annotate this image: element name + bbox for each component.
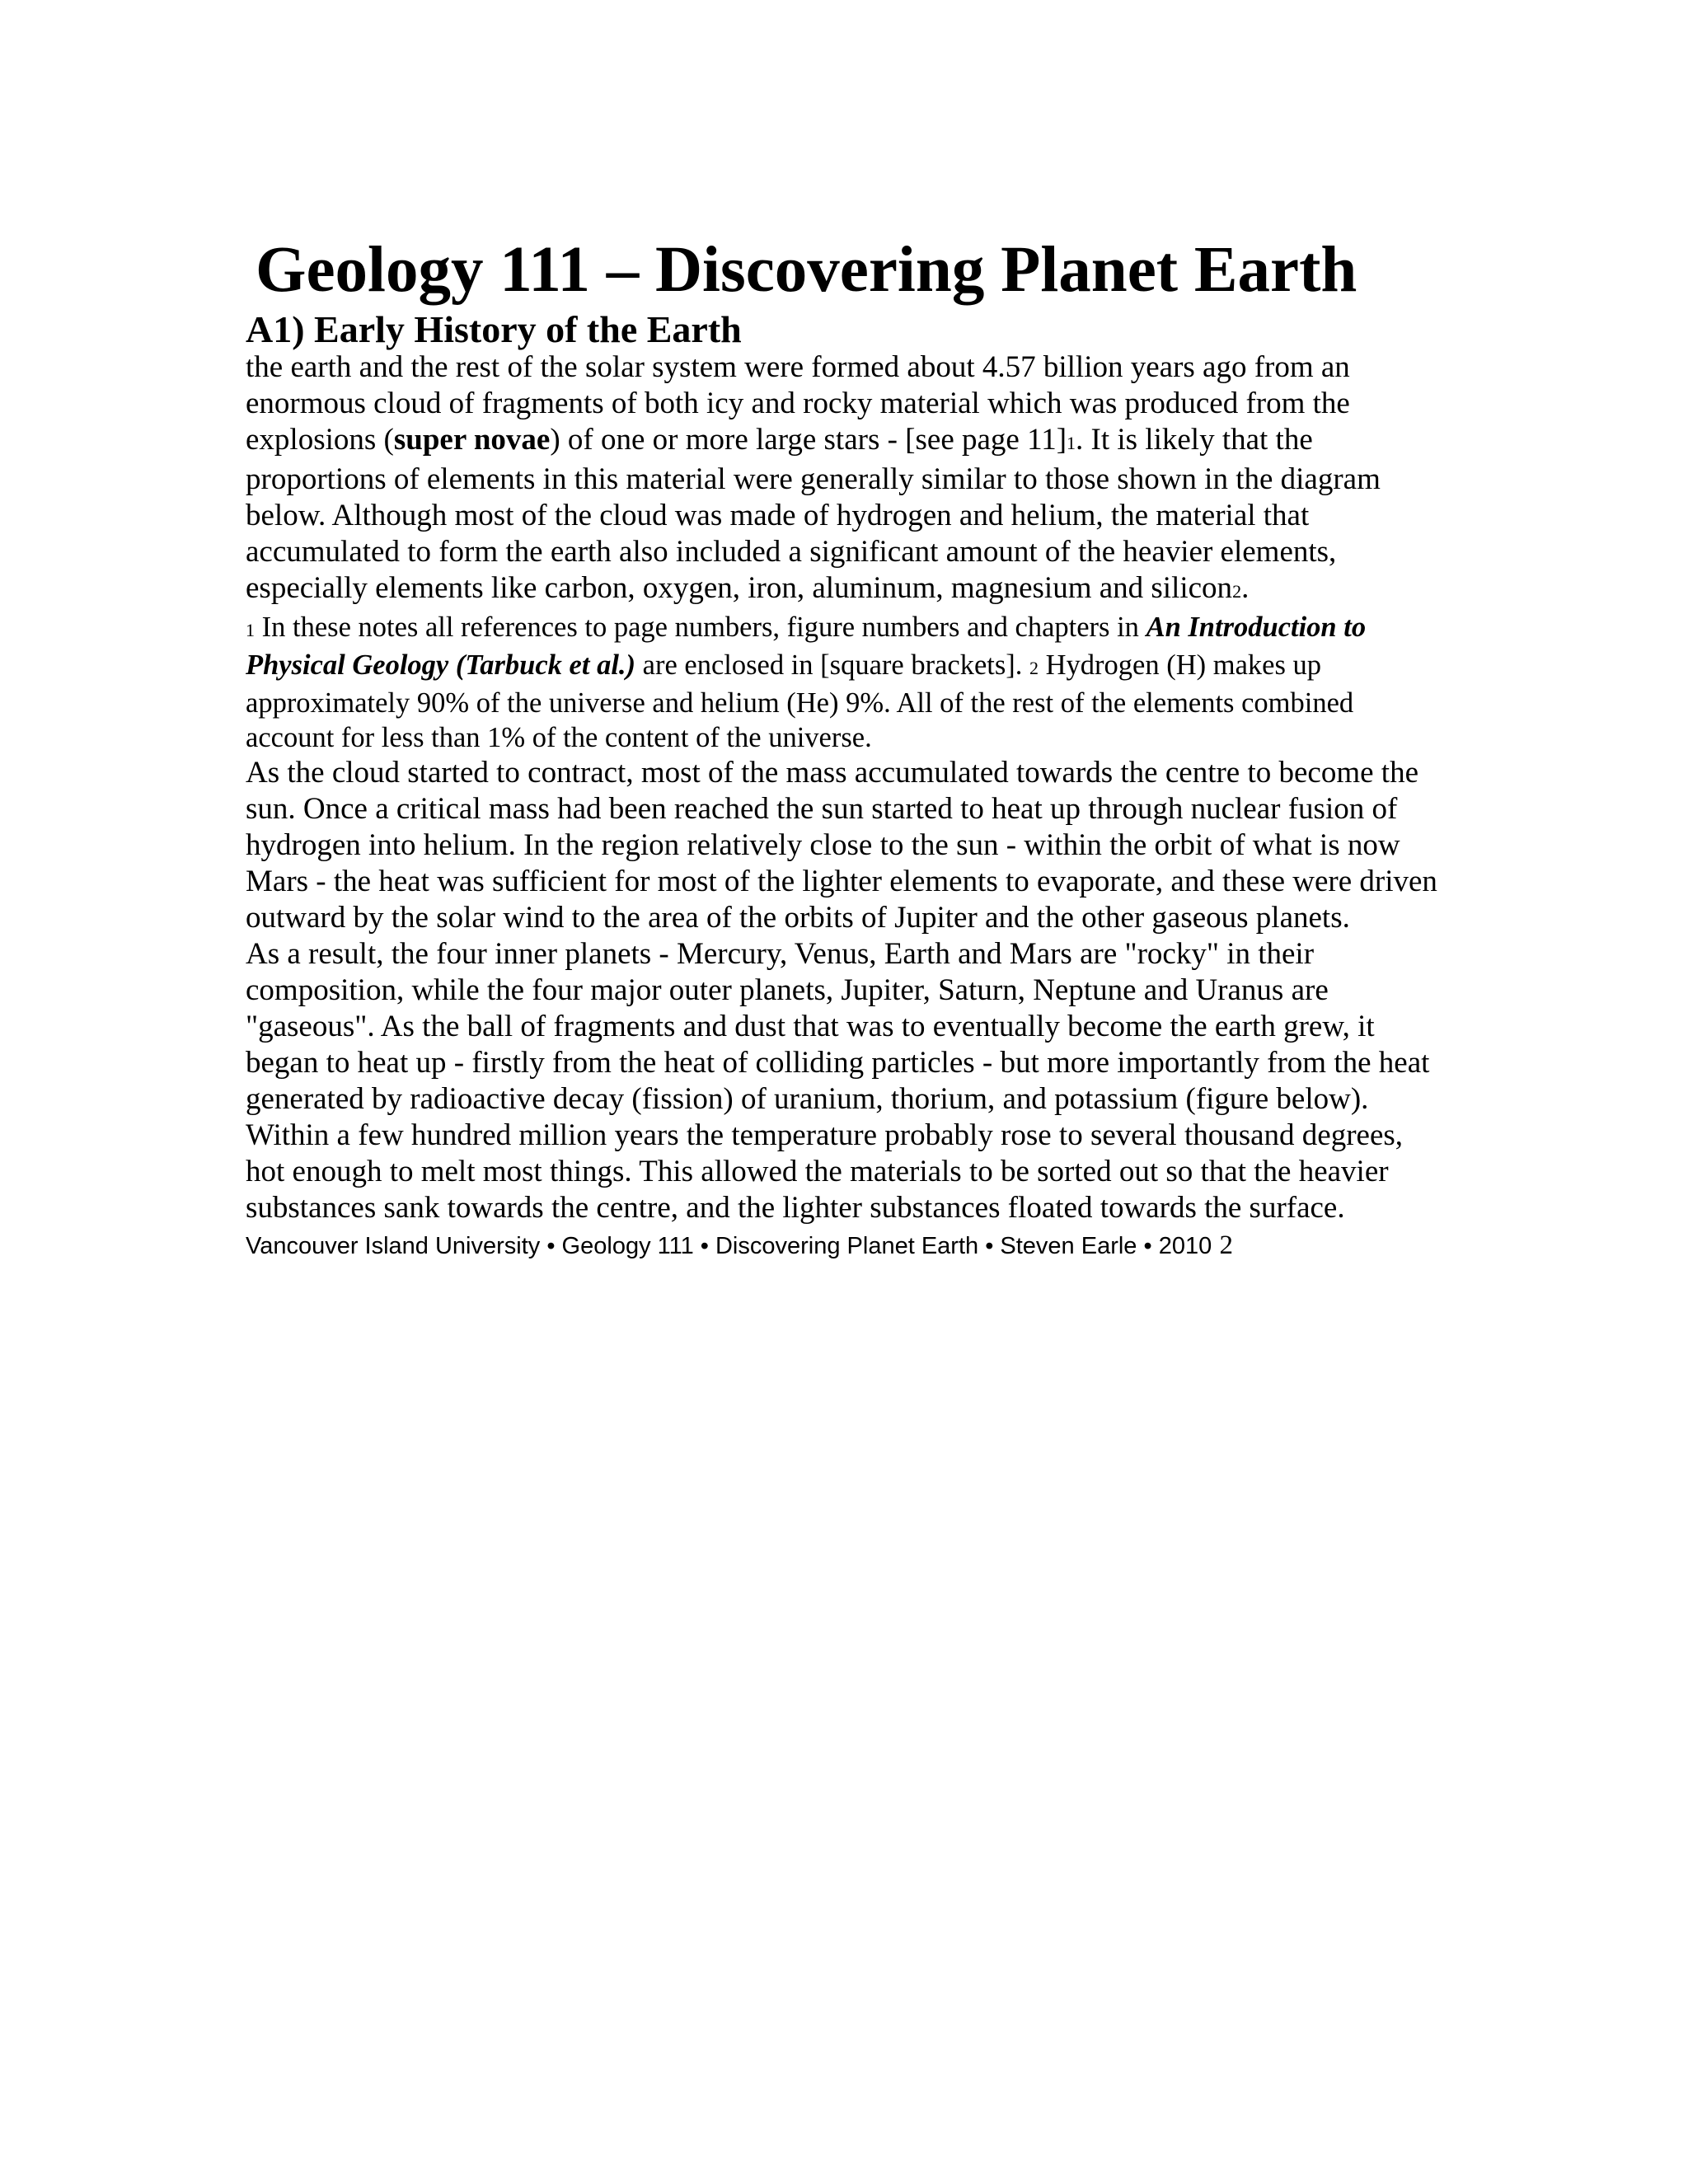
footnote-text: Hydrogen (H) makes up approximately 90% of the universe and helium (He) 9%. All of the rest of the elements combined account for less than 1% of the content of the universe. [246, 649, 1354, 753]
bold-term: super novae [393, 423, 551, 457]
footnotes [246, 610, 1449, 755]
book-title: An Introduction to Physical Geology (Tarbuck et al.) [246, 612, 1367, 681]
footnote-mark-1: 1 [246, 620, 255, 640]
paragraph-planets [246, 936, 1449, 1264]
footnote-ref-2: 2 [1232, 581, 1242, 602]
paragraph-text: . It is likely that the proportions of elements in this material were generally similar to those shown in the diagram below. Although most of the cloud was made of hydrogen and helium, the material that accumulated to form the earth also included a significant amount of the heavier elements, especially elements like carbon, oxygen, iron, aluminum, magnesium and silicon [246, 423, 1381, 605]
page-title: Geology 111 – Discovering Planet Earth [256, 234, 1357, 306]
footnote-text: are enclosed in [square brackets]. [635, 649, 1030, 681]
page-number: 2 [1219, 1230, 1233, 1260]
paragraph-text: the earth and the rest of the solar system were formed about 4.57 billion years ago from an enormous cloud of fragments of both icy and rocky material which was produced from the explosions ( [246, 350, 1350, 457]
paragraph-contraction: As the cloud started to contract, most of the mass accumulated towards the centre to become the sun. Once a critical mass had been reached the sun started to heat up through nuclear fusion of hydrogen into helium. In the region relatively close to the sun - within the orbit of what is now Mars - the heat was sufficient for most of the lighter elements to evaporate, and these were driven outward by the solar wind to the area of the orbits of Jupiter and the other gaseous planets. [246, 756, 1437, 935]
paragraph-text: . [1241, 571, 1250, 605]
paragraph-text: ) of one or more large stars - [see page 11] [550, 423, 1067, 457]
paragraph-formation [246, 349, 1449, 610]
footnote-mark-2: 2 [1029, 658, 1039, 678]
paragraph-text: As a result, the four inner planets - Mercury, Venus, Earth and Mars are "rocky" in their composition, while the four major outer planets, Jupiter, Saturn, Neptune and Uranus are "gaseous". As the ball of fragments and dust that was to eventually become the earth grew, it began to heat up - firstly from the heat of colliding particles - but more importantly from the heat generated by radioactive decay (fission) of uranium, thorium, and potassium (figure below). Within a few hundred million years the temperature probably rose to several thousand degrees, hot enough to melt most things. This allowed the materials to be sorted out so that the heavier substances sank towards the centre, and the lighter substances floated towards the surface. [246, 937, 1430, 1225]
section-heading: A1) Early History of the Earth [246, 308, 742, 350]
document-body [246, 231, 1449, 1264]
footnote-ref-1: 1 [1067, 433, 1076, 453]
footer-text: Vancouver Island University • Geology 111 • Discovering Planet Earth • Steven Earle • 2010 [246, 1233, 1212, 1259]
footnote-text: In these notes all references to page numbers, figure numbers and chapters in [255, 612, 1146, 643]
